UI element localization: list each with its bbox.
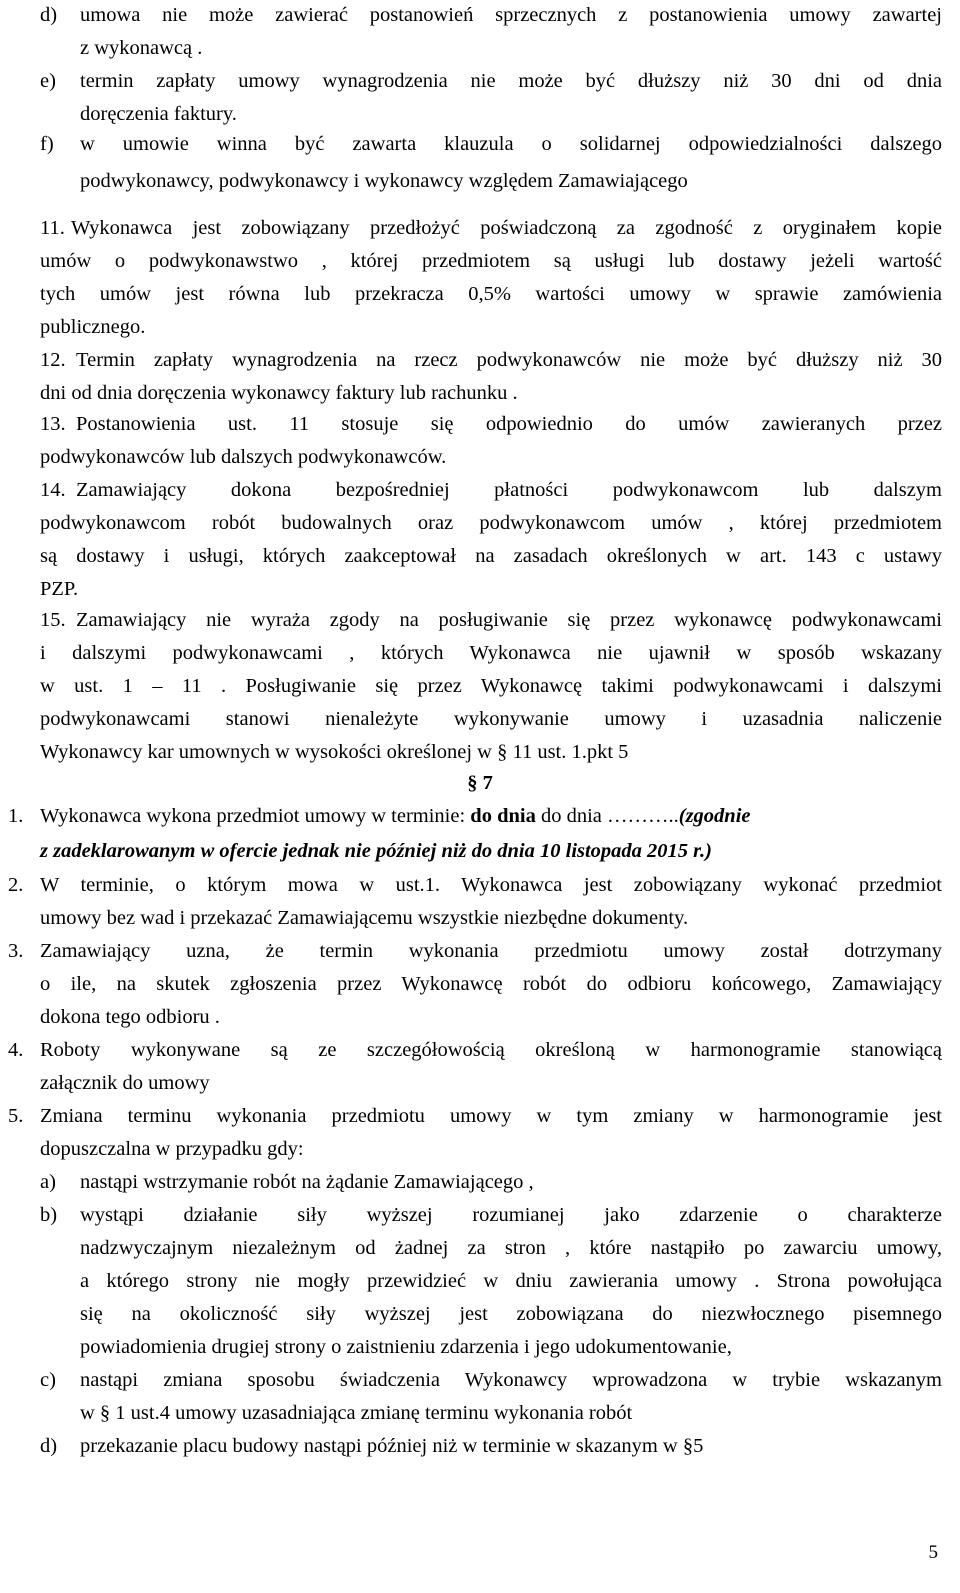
item-line: w ust. 1 – 11 . Posługiwanie się przez Wykonawcę takimi podwykonawcami i dalszymi: [40, 675, 942, 697]
item-line: tych umów jest równa lub przekracza 0,5% wartości umowy w sprawie zamówienia: [40, 283, 942, 305]
item-label: e): [40, 70, 56, 92]
item-line: nastąpi zmiana sposobu świadczenia Wykonawcy wprowadzona w trybie wskazanym: [80, 1369, 942, 1391]
item-label: f): [40, 133, 54, 155]
deadline-placeholder: do dnia ………..: [535, 805, 679, 827]
section-heading: § 7: [467, 772, 493, 794]
item-label: 5.: [8, 1105, 24, 1127]
item-line: i dalszymi podwykonawcami , których Wykonawca nie ujawnił w sposób wskazany: [40, 642, 942, 664]
item-line: o ile, na skutek zgłoszenia przez Wykonawcę robót do odbioru końcowego, Zamawiający: [40, 973, 942, 995]
item-line: w umowie winna być zawarta klauzula o solidarnej odpowiedzialności dalszego: [80, 133, 942, 155]
item-line: dni od dnia doręczenia wykonawcy faktury lub rachunku .: [40, 382, 518, 404]
item-label: d): [40, 1435, 58, 1457]
item-line: Wykonawcy kar umownych w wysokości określonej w § 11 ust. 1.pkt 5: [40, 741, 629, 763]
item-line: załącznik do umowy: [40, 1072, 210, 1094]
item-label: 1.: [8, 805, 24, 827]
item-line: a którego strony nie mogły przewidzieć w dniu zawierania umowy . Strona powołująca: [80, 1270, 942, 1292]
item-label: 14.: [40, 479, 66, 501]
deadline-note: (zgodnie: [678, 805, 751, 827]
item-line: umów o podwykonawstwo , której przedmiotem są usługi lub dostawy jeżeli wartość: [40, 250, 942, 272]
page-number: 5: [928, 1542, 938, 1563]
item-label: 3.: [8, 940, 24, 962]
item-line: Termin zapłaty wynagrodzenia na rzecz podwykonawców nie może być dłuższy niż 30: [76, 349, 942, 371]
item-line: Zmiana terminu wykonania przedmiotu umowy w tym zmiany w harmonogramie jest: [40, 1105, 942, 1127]
item-line: umowa nie może zawierać postanowień sprzecznych z postanowienia umowy zawartej: [80, 4, 942, 26]
item-line: publicznego.: [40, 316, 146, 338]
item-line: są dostawy i usługi, których zaakceptował na zasadach określonych w art. 143 c ustawy: [40, 545, 942, 567]
item-line: podwykonawcami stanowi nienależyte wykonywanie umowy i uzasadnia naliczenie: [40, 708, 942, 730]
item-label: 15.: [40, 609, 66, 631]
item-label: 4.: [8, 1039, 24, 1061]
item-line: podwykonawców lub dalszych podwykonawców.: [40, 446, 447, 468]
item-label: c): [40, 1369, 56, 1391]
deadline-bold: do dnia: [470, 805, 536, 827]
item-line: Roboty wykonywane są ze szczegółowością określoną w harmonogramie stanowiącą: [40, 1039, 942, 1061]
item-label: 2.: [8, 874, 24, 896]
item-line: dopuszczalna w przypadku gdy:: [40, 1138, 304, 1160]
item-line: Wykonawca jest zobowiązany przedłożyć poświadczoną za zgodność z oryginałem kopie: [71, 217, 942, 239]
item-label: 12.: [40, 349, 66, 371]
item-line: z wykonawcą .: [80, 37, 203, 59]
item-line: powiadomienia drugiej strony o zaistnieniu zdarzenia i jego udokumentowanie,: [80, 1336, 732, 1358]
item-line: podwykonawcom robót budowalnych oraz podwykonawcom umów , której przedmiotem: [40, 512, 942, 534]
item-line: się na okoliczność siły wyższej jest zobowiązana do niezwłocznego pisemnego: [80, 1303, 942, 1325]
item-line: nadzwyczajnym niezależnym od żadnej za stron , które nastąpiło po zawarciu umowy,: [80, 1237, 942, 1259]
item-label: b): [40, 1204, 58, 1226]
item-label: a): [40, 1171, 56, 1193]
item-label: 13.: [40, 413, 66, 435]
item-line: Postanowienia ust. 11 stosuje się odpowiednio do umów zawieranych przez: [76, 413, 942, 435]
item-line: Zamawiający nie wyraża zgody na posługiwanie się przez wykonawcę podwykonawcami: [76, 609, 942, 631]
item-label: d): [40, 4, 58, 26]
item-line: W terminie, o którym mowa w ust.1. Wykonawca jest zobowiązany wykonać przedmiot: [40, 874, 942, 896]
item-line: nastąpi wstrzymanie robót na żądanie Zamawiającego ,: [80, 1171, 534, 1193]
item-line: wystąpi działanie siły wyższej rozumianej jako zdarzenie o charakterze: [80, 1204, 942, 1226]
item-line: PZP.: [40, 578, 79, 600]
item-line: umowy bez wad i przekazać Zamawiającemu wszystkie niezbędne dokumenty.: [40, 907, 689, 929]
item-line: w § 1 ust.4 umowy uzasadniająca zmianę terminu wykonania robót: [80, 1402, 633, 1424]
item-line: Zamawiający uzna, że termin wykonania przedmiotu umowy został dotrzymany: [40, 940, 942, 962]
item-line: przekazanie placu budowy nastąpi później niż w terminie w skazanym w §5: [80, 1435, 704, 1457]
item-line: [40, 801, 751, 831]
item-line: dokona tego odbioru .: [40, 1006, 220, 1028]
item-label: 11.: [40, 217, 65, 239]
item-line: Zamawiający dokona bezpośredniej płatności podwykonawcom lub dalszym: [76, 479, 942, 501]
item-line: termin zapłaty umowy wynagrodzenia nie może być dłuższy niż 30 dni od dnia: [80, 70, 942, 92]
item-line: doręczenia faktury.: [80, 103, 237, 125]
item-line: podwykonawcy, podwykonawcy i wykonawcy względem Zamawiającego: [80, 170, 688, 192]
deadline-note-continued: z zadeklarowanym w ofercie jednak nie później niż do dnia 10 listopada 2015 r.): [40, 840, 712, 862]
item-text: Wykonawca wykona przedmiot umowy w terminie:: [40, 805, 471, 827]
